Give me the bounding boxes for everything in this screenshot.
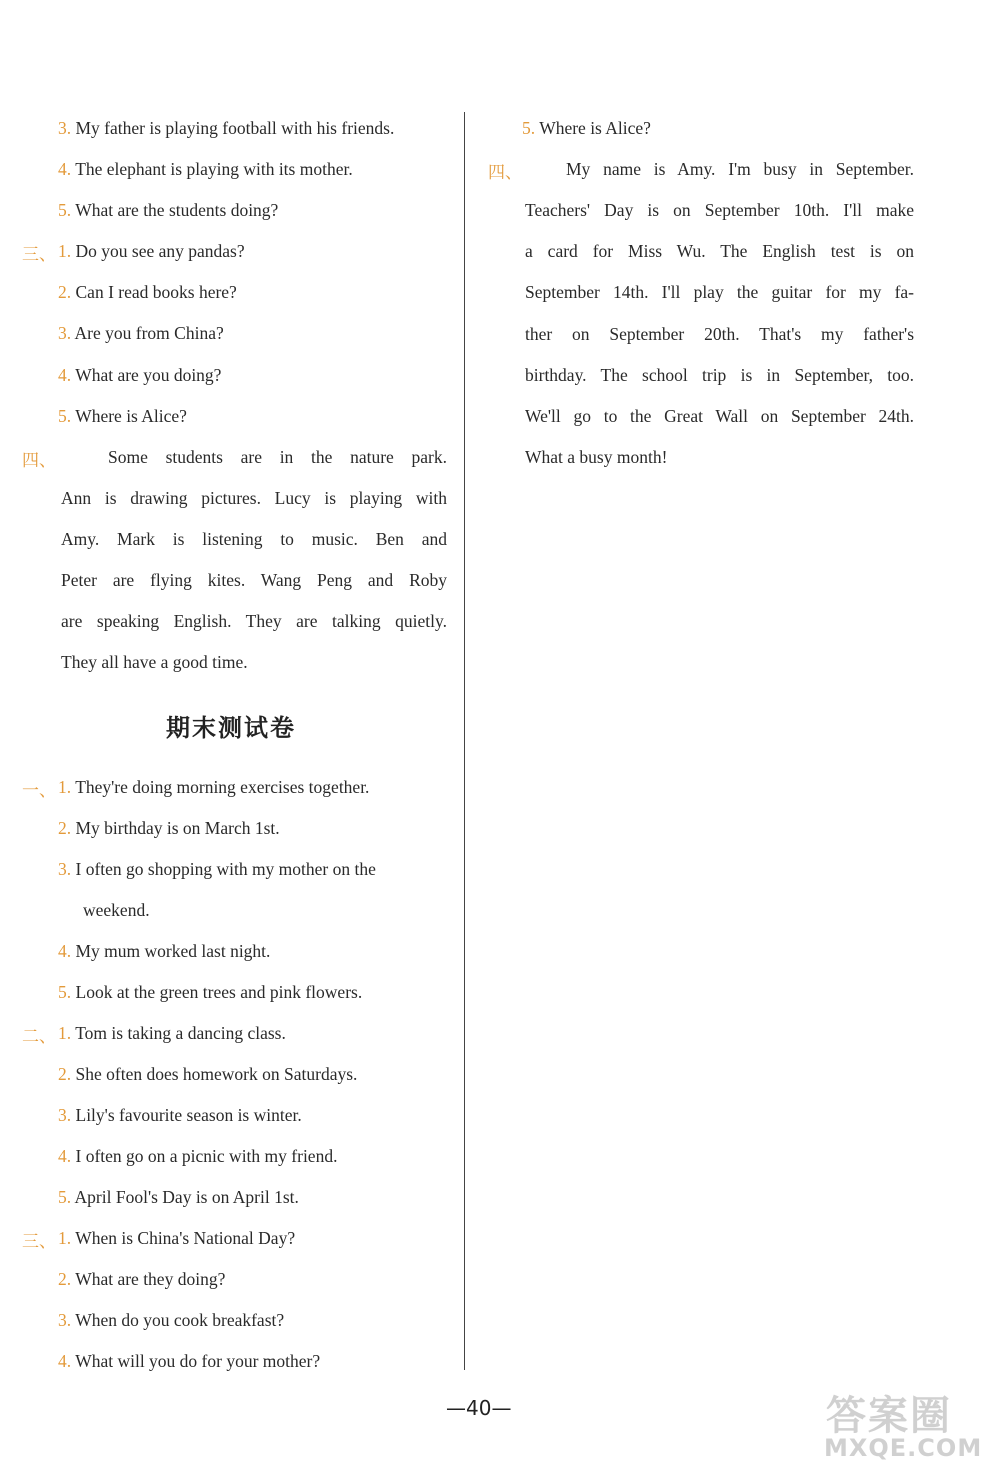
list-item: 3. My father is playing football with his friends. — [58, 118, 395, 138]
passage-line: ther on September 20th. That's my father's — [525, 324, 914, 344]
list-item: 5. Where is Alice? — [522, 118, 651, 138]
list-item: 2. What are they doing? — [58, 1269, 226, 1289]
list-item: 1. When is China's National Day? — [58, 1228, 296, 1248]
list-item: 2. Can I read books here? — [58, 282, 237, 302]
list-item: 1. They're doing morning exercises together. — [58, 777, 370, 797]
list-item: 4. My mum worked last night. — [58, 941, 271, 961]
passage-line: We'll go to the Great Wall on September 24th. — [525, 406, 914, 426]
passage-line: My name is Amy. I'm busy in September. — [566, 159, 914, 179]
list-item: 1. Tom is taking a dancing class. — [58, 1023, 286, 1043]
list-item: 5. Where is Alice? — [58, 406, 187, 426]
page-title: 期末测试卷 — [166, 714, 296, 742]
list-item: 4. What will you do for your mother? — [58, 1351, 321, 1371]
watermark-cn: 答案圈 — [826, 1393, 952, 1439]
list-item: 5. Look at the green trees and pink flowers. — [58, 982, 363, 1002]
list-item: 3. Are you from China? — [58, 323, 224, 343]
list-item: 2. My birthday is on March 1st. — [58, 818, 280, 838]
section-label: 三、 — [22, 1232, 56, 1251]
section-label: 四、 — [488, 163, 522, 182]
section-label: 四、 — [22, 451, 56, 470]
list-item: 3. When do you cook breakfast? — [58, 1310, 285, 1330]
column-divider — [464, 112, 465, 1370]
list-item: 2. She often does homework on Saturdays. — [58, 1064, 358, 1084]
passage-line: a card for Miss Wu. The English test is on — [525, 241, 914, 261]
list-item: 4. The elephant is playing with its mother. — [58, 159, 353, 179]
section-label: 二、 — [22, 1027, 56, 1046]
list-item: 5. April Fool's Day is on April 1st. — [58, 1187, 299, 1207]
list-item: 4. I often go on a picnic with my friend. — [58, 1146, 338, 1166]
list-item: 3. I often go shopping with my mother on the — [58, 859, 376, 879]
passage-line: Ann is drawing pictures. Lucy is playing with — [61, 488, 447, 508]
passage-line: Peter are flying kites. Wang Peng and Roby — [61, 570, 447, 590]
passage-line: September 14th. I'll play the guitar for my fa- — [525, 282, 914, 302]
passage-line: They all have a good time. — [61, 652, 248, 672]
list-item: 4. What are you doing? — [58, 365, 222, 385]
list-item: 3. Lily's favourite season is winter. — [58, 1105, 302, 1125]
passage-line: birthday. The school trip is in September, too. — [525, 365, 914, 385]
passage-line: Teachers' Day is on September 10th. I'll make — [525, 200, 914, 220]
passage-line: are speaking English. They are talking quietly. — [61, 611, 447, 631]
watermark-logo — [820, 1384, 990, 1468]
section-label: 一、 — [22, 781, 56, 800]
list-item: weekend. — [83, 900, 150, 920]
list-item: 5. What are the students doing? — [58, 200, 279, 220]
passage-line: Some students are in the nature park. — [108, 447, 447, 467]
passage-line: Amy. Mark is listening to music. Ben and — [61, 529, 447, 549]
watermark-en: MXQE.COM — [824, 1434, 983, 1462]
list-item: 1. Do you see any pandas? — [58, 241, 245, 261]
passage-line: What a busy month! — [525, 447, 668, 467]
section-label: 三、 — [22, 245, 56, 264]
page-number: —40— — [446, 1396, 512, 1420]
